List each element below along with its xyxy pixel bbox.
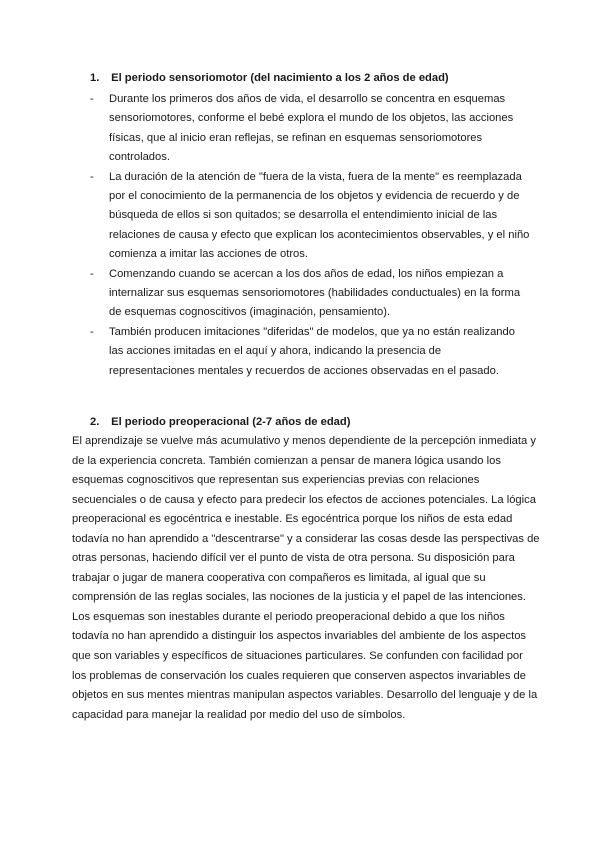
section-1-heading [90,69,449,87]
bullet-marker: - [90,93,94,105]
bullet-text: Durante los primeros dos años de vida, el desarrollo se concentra en esquemas sensoriomotores, conforme el bebé explora el mundo de los objetos, las acciones físicas, que al inicio eran reflejas, se refinan en esquemas sensoriomotores controlados. [109,93,514,164]
section-1-title: El periodo sensoriomotor (del nacimiento a los 2 años de edad) [111,72,449,84]
section-2-paragraph: El aprendizaje se vuelve más acumulativo y menos dependiente de la percepción inmediata y de la experiencia concreta. También comienzan a pensar de manera lógica usando los esquemas cognoscitivos que representan sus experiencias previas con relaciones secuenciales o de causa y efecto para predecir los efectos de acciones potenciales. La lógica preoperacional es egocéntrica e inestable. Es egocéntrica porque los niños de esta edad todavía no han aprendido a "descentrarse" y a considerar las cosas desde las perspectivas de otras personas, haciendo difícil ver el punto de vista de otra persona. Su disposición para trabajar o jugar de manera cooperativa con compañeros es limitada, al igual que su comprensión de las reglas sociales, las nociones de la justicia y el papel de las intenciones. Los esquemas son inestables durante el periodo preoperacional debido a que los niños todavía no han aprendido a distinguir los aspectos invariables del ambiente de los aspectos que son variables y específicos de situaciones particulares. Se confunden con facilidad por los problemas de conservación los cuales requieren que conserven aspectos invariables de objetos en sus mentes mientras manipulan aspectos variables. Desarrollo del lenguaje y de la capacidad para manejar la realidad por medio del uso de símbolos. [72,435,540,721]
list-item [90,265,530,323]
bullet-text: También producen imitaciones "diferidas" de modelos, que ya no están realizando las acciones imitadas en el aquí y ahora, indicando la presencia de representaciones mentales y recuerdos de acciones observadas en el pasado. [109,325,515,377]
list-item [90,168,530,265]
section-1-bullet-list [90,90,530,381]
bullet-text: Comenzando cuando se acercan a los dos años de edad, los niños empiezan a internalizar sus esquemas sensoriomotores (habilidades conductuales) en la forma de esquemas cognoscitivos (imaginación, pensamiento). [109,267,521,319]
section-2-heading [90,413,350,431]
list-item [90,90,530,168]
bullet-marker: - [90,267,94,280]
bullet-marker: - [90,325,94,338]
section-2-number: 2. [90,416,100,428]
section-2-title: El periodo preoperacional (2-7 años de edad) [111,416,351,428]
bullet-marker: - [90,170,94,183]
section-1-number: 1. [90,72,100,84]
list-item [90,323,530,381]
bullet-text: La duración de la atención de "fuera de la vista, fuera de la mente" es reemplazada por el conocimiento de la permanencia de los objetos y evidencia de recuerdo y de búsqueda de ellos si son quitados; se desarrolla el entendimiento inicial de las relaciones de causa y efecto que explican los acontecimientos observables, y el niño comienza a imitar las acciones de otros. [109,170,530,261]
